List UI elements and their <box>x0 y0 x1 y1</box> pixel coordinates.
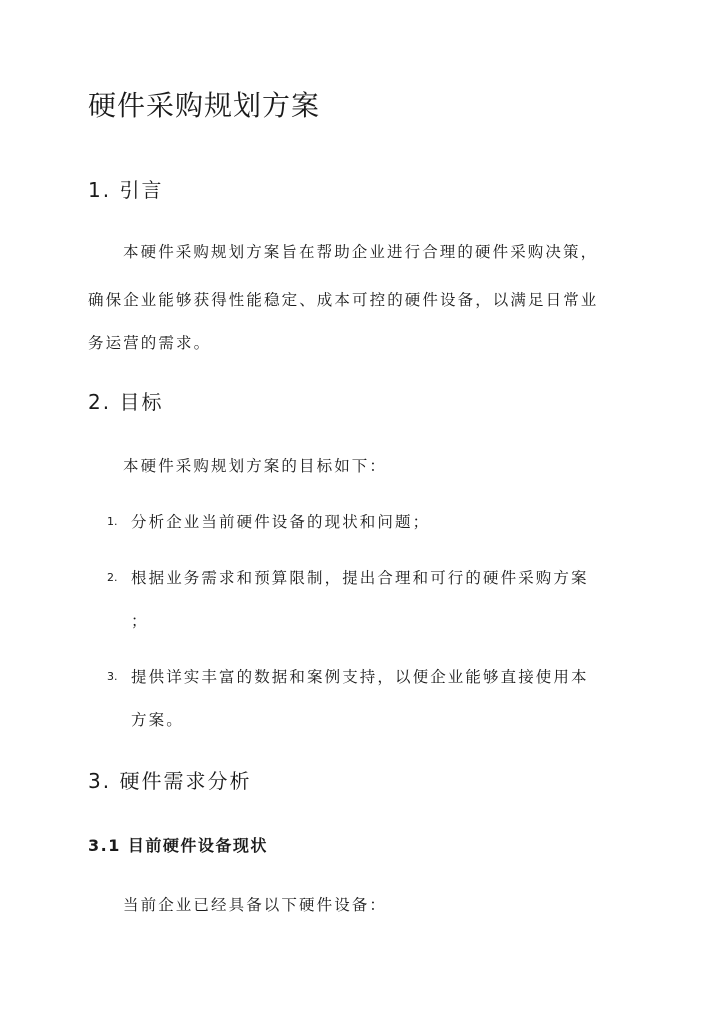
list-item-text: 根据业务需求和预算限制，提出合理和可行的硬件采购方案 <box>131 569 589 587</box>
list-item-text: 分析企业当前硬件设备的现状和问题； <box>131 513 431 531</box>
document-title: 硬件采购规划方案 <box>88 89 321 122</box>
section-heading-goals: 2. 目标 <box>88 390 164 414</box>
list-item-number: 2. <box>107 571 118 584</box>
current-devices-lead-text: 当前企业已经具备以下硬件设备： <box>123 896 388 914</box>
section-heading-intro: 1. 引言 <box>88 178 164 202</box>
list-item-text: 提供详实丰富的数据和案例支持，以便企业能够直接使用本 <box>131 668 589 686</box>
intro-paragraph-line-2: 确保企业能够获得性能稳定、成本可控的硬件设备，以满足日常业 <box>88 291 599 309</box>
goals-lead-text: 本硬件采购规划方案的目标如下： <box>123 457 388 475</box>
list-item-text-continued: ； <box>131 612 149 630</box>
intro-paragraph-line-1: 本硬件采购规划方案旨在帮助企业进行合理的硬件采购决策， <box>123 243 599 261</box>
list-item-text-continued: 方案。 <box>131 711 184 729</box>
section-heading-requirements: 3. 硬件需求分析 <box>88 769 252 793</box>
list-item-number: 1. <box>107 515 118 528</box>
list-item-number: 3. <box>107 670 118 683</box>
intro-paragraph-line-3: 务运营的需求。 <box>88 334 212 352</box>
subsection-heading-current-devices: 3.1 目前硬件设备现状 <box>88 836 268 855</box>
